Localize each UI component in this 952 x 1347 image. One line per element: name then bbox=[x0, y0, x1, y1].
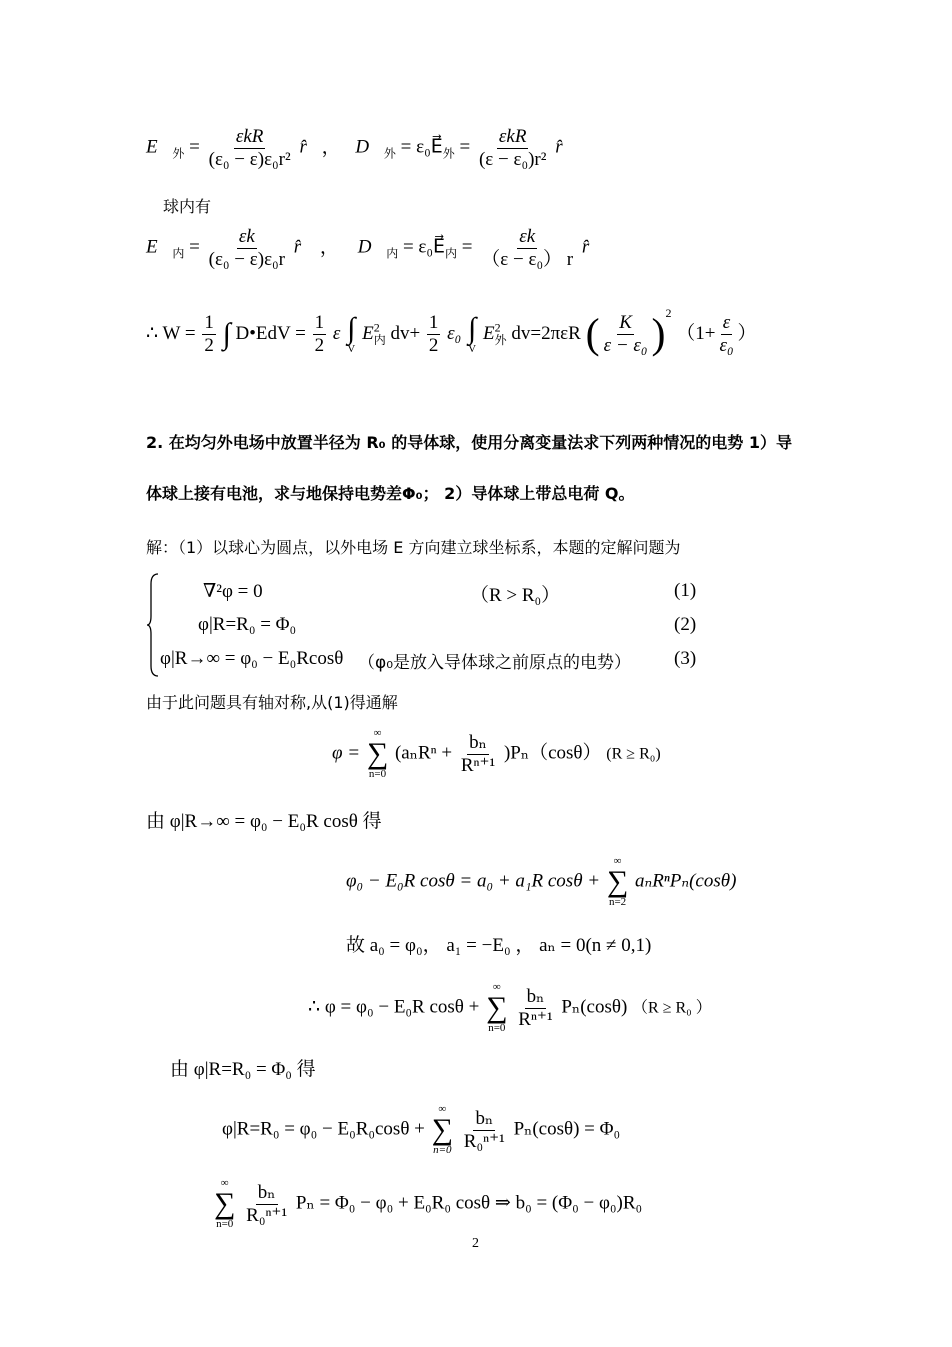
system-row-1-no: (1) bbox=[674, 580, 697, 601]
eq-expansion: φ₀ − E₀R cosθ = a₀ + a₁R cosθ + ∞ ∑ n=2 aₙRⁿPₙ(cosθ) bbox=[346, 855, 737, 908]
eq-final: ∞ ∑ n=0 $\frac{\text{bₙ}}{\text{R₀ⁿ⁺¹}}$ Pₙ = Φ₀ − φ₀ + E₀R₀ cosθ ⇒ b₀ = (Φ₀ − φ₀)R₀ bbox=[214, 1177, 643, 1230]
system-row-1: ∇²φ = 0 bbox=[203, 581, 263, 602]
eq-energy: ∴ W = $\frac{1}{2}$ ∫ D•EdV = $\frac{1}{2}$ ε ∫ V $E^2_内$ dv+ $\frac{1}{2}$ ε₀ ∫ V $E^2_外$ dv=2πεR ( $\frac{K}{\text{ε − ε₀}}$ )$^2$ （1+ $\frac{\varepsilon}{\text{ε₀}}$ ） bbox=[146, 306, 757, 358]
system-row-2: φ|R=R₀ = Φ₀ bbox=[198, 614, 297, 635]
problem-line-2: 体球上接有电池，求与地保持电势差Φ₀； 2）导体球上带总电荷 Q。 bbox=[146, 484, 635, 503]
solution-intro: 解：（1）以球心为圆点，以外电场 E 方向建立球坐标系，本题的定解问题为 bbox=[146, 538, 681, 557]
from-surface: 由 φ|R=R₀ = Φ₀ 得 bbox=[170, 1059, 316, 1080]
system-row-3-cond: （φ₀是放入导体球之前原点的电势） bbox=[358, 653, 632, 673]
page-number: 2 bbox=[472, 1236, 479, 1251]
system-row-2-no: (2) bbox=[674, 614, 697, 635]
coefficients: 故 a₀ = φ₀， a₁ = −E₀ ， aₙ = 0(n ≠ 0,1) bbox=[346, 935, 652, 956]
system-row-3: φ|R→∞ = φ₀ − E₀Rcosθ bbox=[160, 648, 344, 669]
inner-label: 球内有 bbox=[163, 197, 212, 216]
eq-field-inside: $E⃗_内$ = $\frac{\varepsilon k}{\text{(ε₀ − ε)ε₀r}}$ r̂ ， $D⃗_内 = \varepsilon_0E_内$ = $\frac{\varepsilon k}{\text{（ε − ε₀） r}}$ r̂ bbox=[146, 226, 590, 270]
problem-line-1: 2. 在均匀外电场中放置半径为 R₀ 的导体球，使用分离变量法求下列两种情况的电势 1）导 bbox=[146, 433, 792, 452]
eq-surface: φ|R=R₀ = φ₀ − E₀R₀cosθ + ∞ ∑ n=0 $\frac{\text{bₙ}}{\text{R₀ⁿ⁺¹}}$ Pₙ(cosθ) = Φ₀ bbox=[222, 1103, 621, 1156]
eq-general-solution: φ = ∞ ∑ n=0 (aₙRⁿ + $\frac{\text{bₙ}}{\text{Rⁿ⁺¹}}$ )Pₙ（cosθ） (R ≥ R₀) bbox=[332, 727, 661, 780]
eq-phi: ∴ φ = φ₀ − E₀R cosθ + ∞ ∑ n=0 $\frac{\text{bₙ}}{\text{Rⁿ⁺¹}}$ Pₙ(cosθ) （R ≥ R₀ ） bbox=[308, 981, 712, 1034]
from-infinity: 由 φ|R→∞ = φ₀ − E₀R cosθ 得 bbox=[146, 811, 382, 832]
system-brace bbox=[146, 572, 160, 678]
system-row-3-no: (3) bbox=[674, 648, 697, 669]
system-row-1-cond: （R > R₀） bbox=[470, 585, 561, 606]
general-intro: 由于此问题具有轴对称,从(1)得通解 bbox=[146, 693, 398, 712]
eq-field-outside: $E⃗_外$ = $\frac{\text{εkR}}{\text{(ε₀ − ε)ε₀r²}}$ r̂ ， $D⃗_外 = \varepsilon_0E_外$ = $\frac{\text{εkR}}{\text{(ε − ε₀)r²}}$ r̂ bbox=[146, 126, 563, 170]
